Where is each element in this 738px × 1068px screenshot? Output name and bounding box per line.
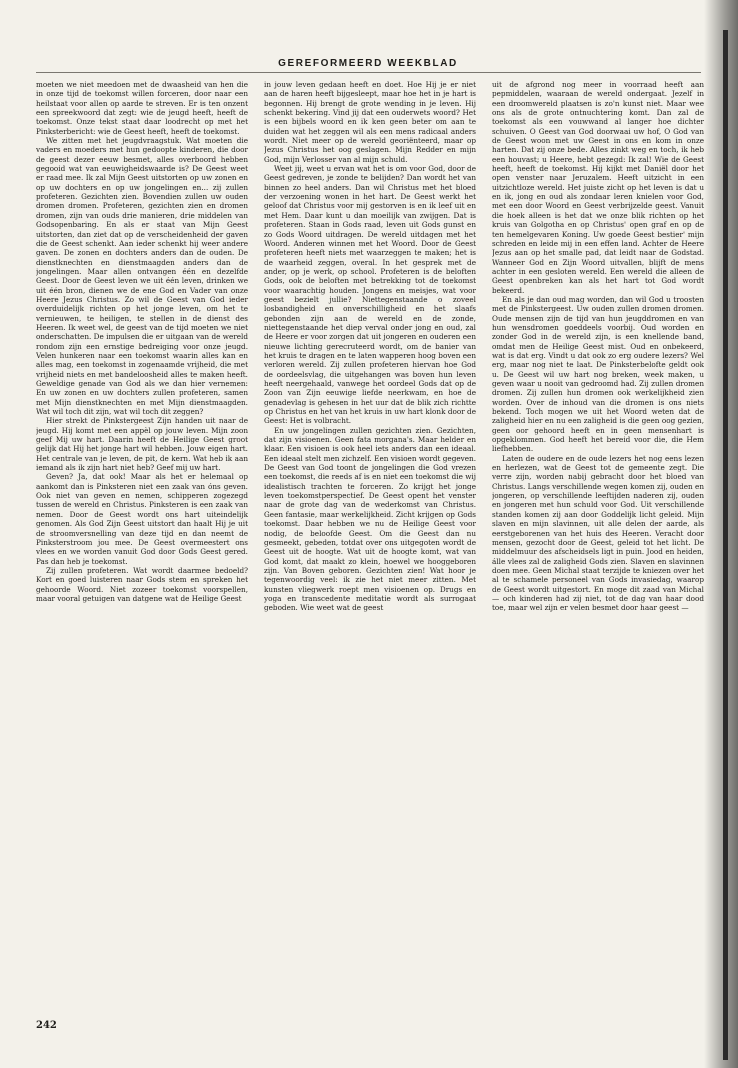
paragraph: Laten de oudere en de oude lezers het nog eens lezen en herlezen, wat de Geest tot de gemeente zegt. Die verre zijn, worden nabij gebracht door het bloed van Christus. Langs verschillende wegen komen zij, ouden en jongeren, op verschillende leeftijden naderen zij, ouden en jongeren met hun schuld voor God. Uit verschillende standen komen zij aan door Goddelijk licht geleid. Mijn slaven en mijn slavinnen, uit alle delen der aarde, als eerstgeborenen van het huis des Heeren. Veracht door mensen, gezocht door de Geest, geleid tot het licht. De middelmuur des afscheidsels ligt in puin. Jood en heiden, álle vlees zal de zaligheid Gods zien. Slaven en slavinnen doen mee. Geen Michal staat terzijde te kniezen over het al te schamele personeel van Gods invasiedag, waarop de Geest wordt uitgestort. En moge dit zaad van Michal — och kinderen had zij niet, tot de dag van haar dood toe, maar wel zijn er velen besmet door haar geest — [492, 453, 704, 613]
paragraph: Hier strekt de Pinkstergeest Zijn handen uit naar de jeugd. Hij komt met een appèl op jouw leven. Mijn zoon geef Mij uw hart. Daarin heeft de Heilige Geest groot gelijk dat Hij het jonge hart wil hebben. Jouw eigen hart. Het centrale van je leven, de pit, de kern. Wat heb ik aan iemand als ik zijn hart niet heb? Geef mij uw hart. [36, 416, 248, 473]
running-header: GEREFORMEERD WEEKBLAD [278, 58, 458, 69]
paragraph: moeten we niet meedoen met de dwaasheid van hen die in onze tijd de toekomst willen forceren, door naar een heilstaat voor allen op aarde te streven. Er is ten onzent een spreekwoord dat zegt: wie de jeugd heeft, heeft de toekomst. Onze tekst staat daar loodrecht op met het Pinksterbericht: wie de Geest heeft, heeft de toekomst. [36, 80, 248, 136]
column-3 [492, 80, 704, 1010]
paragraph: We zitten met het jeugdvraagstuk. Wat moeten die vaders en moeders met hun gedoopte kinderen, die door de geest dezer eeuw besmet, alles overboord hebben gegooid wat van eeuwigheidswaarde is? De Geest weet er raad mee. Ik zal Mijn Geest uitstorten op uw zonen en op uw dochters en op uw jongelingen en... zij zullen profeteren. Gezichten zien. Bovendien zullen uw ouden dromen dromen. Profeteren, gezichten zien en dromen dromen, zijn van ouds drie manieren, drie middelen van Godsopenbaring. En als er staat van Mijn Geest uitstorten, dan ziet dat op de verscheidenheid der gaven die de Geest schenkt. Aan ieder schenkt hij weer andere gaven. De zonen en dochters anders dan de ouden. De dienstknechten en dienstmaagden anders dan de jongelingen. Maar allen ontvangen één en dezelfde Geest. Door de Geest leven we uit één leven, drinken we uit één bron, dienen we de ene God en Vader van onze Heere Jezus Christus. Zo wil de Geest van God ieder overduidelijk richten op het jonge leven, om het te vernieuwen, te heiligen, te stellen in de dienst des Heeren. Ik weet wel, de geest van de tijd moeten we niet onderschatten. De impulsen die er uitgaan van de wereld rondom zijn een ernstige bedreiging voor onze jeugd. Velen hunkeren naar een toekomst waarin alles kan en alles mag, een toekomst in zogenaamde vrijheid, die met vrijheid niets en met bandeloosheid alles te maken heeft. Geweldige genade van God als we dan hier vernemen: En uw zonen en uw dochters zullen profeteren, samen met Mijn dienstknechten en met Mijn dienstmaagden. Wat wil toch dit zijn, wat wil toch dit zeggen? [36, 136, 248, 417]
paragraph: uit de afgrond nog meer in voorraad heeft aan pepmiddelen, waaraan de wereld ondergaat. Jezelf in een droomwereld plaatsen is zo'n kunst niet. Maar wee ons als de grote ontnuchtering komt. Dan zal de toekomst als een vouwwand al langer hoe dichter schuiven. O Geest van God doorwaai uw hof, O God van de Geest woon met uw Geest in ons en kom in onze harten. Dat zij onze bede. Alles zinkt weg en toch, ik heb een houvast; u Heere, hebt gezegd: Ik zal! Wie de Geest heeft, heeft de toekomst. Hij kijkt met Daniël door het open venster naar Jeruzalem. Heeft uitzicht in een uitzichtloze wereld. Het juiste zicht op het leven is dat u en ik, jong en oud als zondaar leren knielen voor God, met een door Woord en Geest verbrijzelde geest. Vanuit die hoek alleen is het dat we onze blik richten op het kruis van Golgotha en op Christus' open graf en op de ten hemelgevaren Koning. Uw goede Geest bestier' mijn schreden en leide mij in een effen land. Achter de Heere Jezus aan op het smalle pad, dat leidt naar de Godstad. Wanneer God en Zijn Woord uitvallen, blijft de mens achter in een gesloten wereld. Een wereld die alleen de Geest openbreken kan als het hart tot God wordt bekeerd. [492, 80, 704, 295]
paragraph: En als je dan oud mag worden, dan wil God u troosten met de Pinkstergeest. Uw ouden zullen dromen dromen. Oude mensen zijn de tijd van hun jeugddromen en van hun wensdromen goeddeels voorbij. Oud worden en zonder God in de wereld zijn, is een knellende band, omdat men de Heilige Geest mist. Oud en onbekeerd, wat is dat erg. Vindt u dat ook zo erg oudere lezers? Wel erg, maar nog niet te laat. De Pinksterbelofte geldt ook u. De Geest wil uw hart nog breken, week maken, u geven waar u nooit van gedroomd had. Zij zullen dromen dromen. Zij zullen hun dromen ook werkelijkheid zien worden. Over de inhoud van die dromen is ons niets bekend. Toch mogen we uit het Woord weten dat de zaligheid hier en nu een zaligheid is die geen oog gezien, geen oor gehoord heeft en in geen mensenhart is opgeklommen. God heeft het bereid voor die, die Hem liefhebben. [492, 294, 704, 454]
paragraph: Geven? Ja, dat ook! Maar als het er helemaal op aankomt dan is Pinksteren niet een zaak van óns geven. Ook niet van geven en nemen, schipperen zogezegd tussen de wereld en Christus. Pinksteren is een zaak van nemen. Door de Geest wordt ons hart uiteindelijk genomen. Als God Zijn Geest uitstort dan haalt Hij je uit de stroomversnelling van deze tijd en dan neemt de Pinksterstroom jou mee. De Geest overmeestert ons vlees en we worden vanuit God door Gods Geest gered. Pas dan heb je toekomst. [36, 472, 248, 566]
article-body [36, 80, 704, 1010]
page-edge-shadow [704, 0, 738, 1068]
column-1 [36, 80, 248, 1010]
paragraph: En uw jongelingen zullen gezichten zien. Gezichten, dat zijn visioenen. Geen fata morgana's. Maar helder en klaar. Een visioen is ook heel iets anders dan een ideaal. Een ideaal stelt men zichzelf. Een visioen wordt gegeven. De Geest van God toont de jongelingen die God vrezen een toekomst, die reeds af is en niet een toekomst die wij idealistisch trachten te forceren. Zo krijgt het jonge leven toekomstperspectief. De Geest opent het venster naar de grote dag van de wederkomst van Christus. Geen fantasie, maar werkelijkheid. Zicht krijgen op Gods toekomst. Daar hebben we nu de Heilige Geest voor nodig, de beloofde Geest. Om die Geest dan nu gesmeekt, gebeden, totdat over ons uitgegoten wordt de Geest uit de hoogte. Wat uit de hoogte komt, wat van God komt, dat maakt zo klein, hoewel we hooggeboren zijn. Van Boven geboren. Gezichten zien! Wat hoor je tegenwoordig veel: ik zie het niet meer zitten. Met kunsten vliegwerk roept men visioenen op. Drugs en yoga en transcedente meditatie wordt als surrogaat geboden. Wie weet wat de geest [264, 425, 476, 613]
page-binding-edge [723, 30, 728, 1060]
paragraph: Zij zullen profeteren. Wat wordt daarmee bedoeld? Kort en goed luisteren naar Gods stem en spreken het gehoorde Woord. Niet zozeer toekomst voorspellen, maar vooral getuigen van datgene wat de Heilige Geest [36, 565, 248, 603]
paragraph: Weet jij, weet u ervan wat het is om voor God, door de Geest gedreven, je zonde te belijden? Dan wordt het van binnen zo heel anders. Dan wil Christus met het bloed der verzoening wonen in het hart. De Geest werkt het geloof dat Christus voor mij gestorven is en ik leef uit en met Hem. Daar kunt u dan moeilijk van zwijgen. Dat is profeteren. Staan in Gods raad, leven uit Gods gunst en zo Gods Woord uitdragen. De wereld uitdagen met het Woord. Anderen winnen met het Woord. Door de Geest profeteren heeft niets met waarzeggen te maken; het is de waarheid zeggen, overal. In het gesprek met de ander, op je werk, op school. Profeteren is de beloften Gods, ook de beloften met betrekking tot de toekomst voor waarachtig houden. Jongens en meisjes, wat voor geest bezielt jullie? Niettegenstaande o zoveel losbandigheid en onverschilligheid en het slaafs gebonden zijn aan de wereld en de zonde, niettegenstaande het diep verval onder jong en oud, zal de Heere er voor zorgen dat uit jongeren en ouderen een nieuwe lichting gerecruteerd wordt, om de banier van het kruis te dragen en te laten wapperen hoog boven een verloren wereld. Zij zullen profeteren hiervan hoe God de oordeelsvlag, die uitgehangen was boven hun leven heeft neergehaald, vanwege het oordeel Gods dat op de Zoon van Zijn eeuwige liefde neerkwam, en hoe de genadevlag is gehesen in het uur dat de blik zich richtte op Christus en het van het kruis in uw hart klonk door de Geest: Het is volbracht. [264, 164, 476, 426]
paragraph: in jouw leven gedaan heeft en doet. Hoe Hij je er niet aan de haren heeft bijgesleept, maar hoe het in je hart is begonnen. Hij brengt de grote wending in je leven. Hij schenkt bekering. Vind jij dat een ouderwets woord? Het is een bijbels woord en ik ken geen beter om aan te duiden wat het zeggen wil als een mens radicaal anders wordt. Niet meer op de wereld georiënteerd, maar op Jezus Christus het oog geslagen. Mijn Redder en mijn God, mijn Verlosser van al mijn schuld. [264, 80, 476, 164]
column-2 [264, 80, 476, 1010]
header-rule [36, 72, 701, 73]
page-number: 242 [36, 1020, 57, 1031]
